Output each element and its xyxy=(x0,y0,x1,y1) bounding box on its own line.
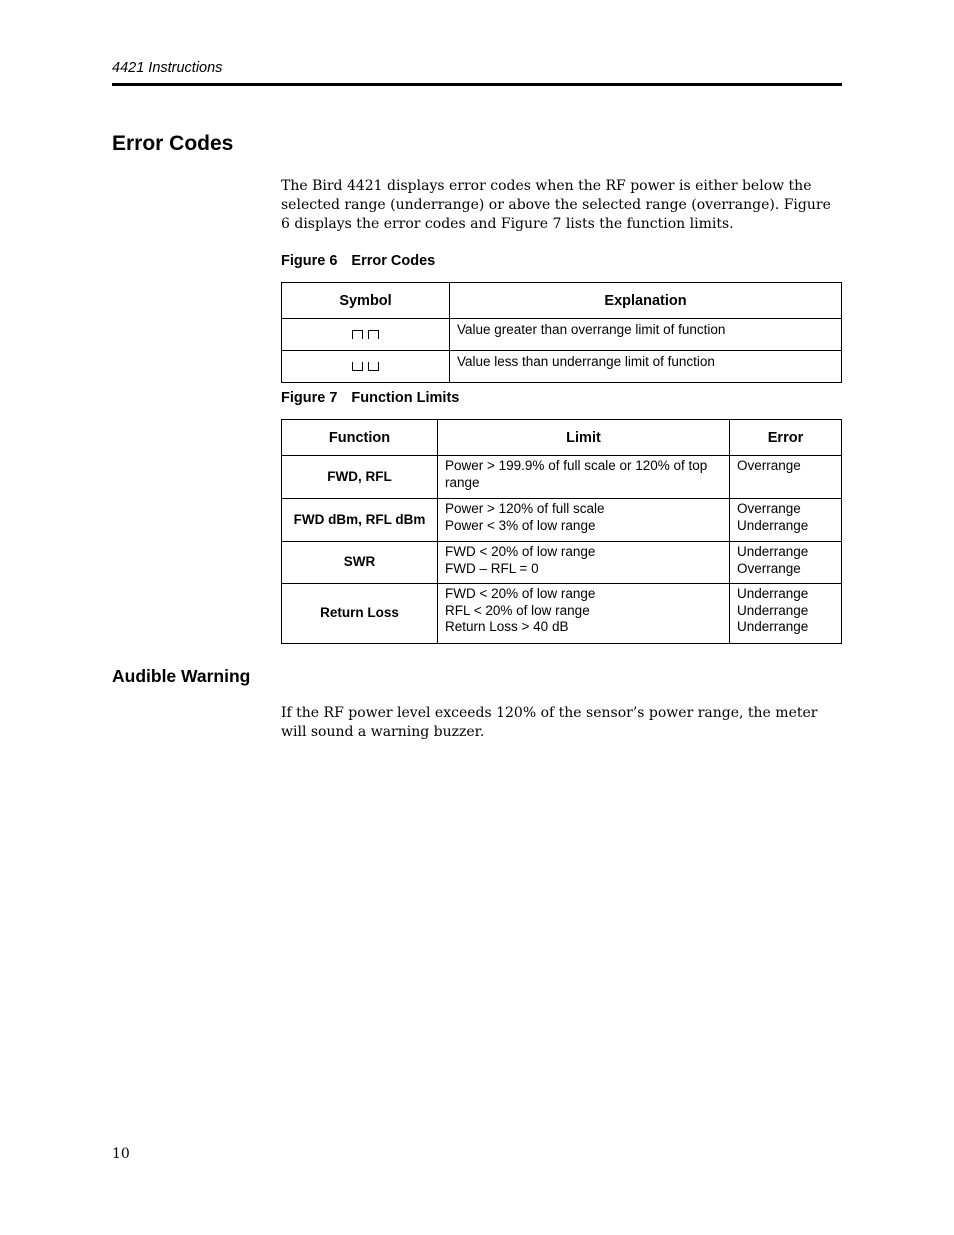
underrange-symbol-cell xyxy=(282,351,450,383)
error-line: Underrange xyxy=(737,602,809,618)
figure7-caption xyxy=(281,390,459,406)
error-line: Overrange xyxy=(737,501,801,516)
column-header: Function xyxy=(282,420,438,456)
header-rule xyxy=(112,83,842,86)
error-cell xyxy=(730,499,842,542)
explanation-cell: Value less than underrange limit of function xyxy=(450,351,842,383)
explanation-cell: Value greater than overrange limit of function xyxy=(450,319,842,351)
column-header: Limit xyxy=(438,420,730,456)
error-cell xyxy=(730,542,842,584)
overrange-symbol-cell xyxy=(282,319,450,351)
column-header: Explanation xyxy=(450,283,842,319)
function-cell: FWD dBm, RFL dBm xyxy=(282,499,438,542)
column-header: Error xyxy=(730,420,842,456)
subsection-heading: Audible Warning xyxy=(112,666,251,686)
limit-line: Power < 3% of low range xyxy=(445,517,596,533)
table-row xyxy=(282,319,842,351)
function-limits-table xyxy=(281,419,842,644)
table-header-row xyxy=(282,283,842,319)
error-cell xyxy=(730,584,842,644)
limit-line: Return Loss > 40 dB xyxy=(445,619,569,635)
table-row xyxy=(282,456,842,499)
error-line: Underrange xyxy=(737,619,809,635)
table-row xyxy=(282,542,842,584)
error-line: Underrange xyxy=(737,544,809,559)
limit-line: Power > 120% of full scale xyxy=(445,501,605,516)
limit-cell xyxy=(438,542,730,584)
function-cell: Return Loss xyxy=(282,584,438,644)
figure6-caption xyxy=(281,253,435,269)
function-cell: SWR xyxy=(282,542,438,584)
limit-line: Power > 199.9% of full scale or 120% of top range xyxy=(445,458,708,490)
limit-line: FWD < 20% of low range xyxy=(445,544,596,559)
figure7-label: Figure 7 xyxy=(281,390,338,406)
limit-line: RFL < 20% of low range xyxy=(445,602,590,618)
page-number: 10 xyxy=(112,1146,130,1162)
column-header: Symbol xyxy=(282,283,450,319)
figure6-label: Figure 6 xyxy=(281,253,338,269)
audible-warning-paragraph: If the RF power level exceeds 120% of the sensor’s power range, the meter will sound a warning buzzer. xyxy=(281,705,818,740)
limit-line: FWD – RFL = 0 xyxy=(445,560,539,576)
error-line: Overrange xyxy=(737,458,801,473)
intro-paragraph: The Bird 4421 displays error codes when the RF power is either below the selected range (underrange) or above the selected range (overrange). Figure 6 displays the error codes and Figure 7 lists the function limits. xyxy=(281,178,831,232)
figure6-title: Error Codes xyxy=(351,253,436,269)
table-header-row xyxy=(282,420,842,456)
error-line: Underrange xyxy=(737,517,809,533)
limit-cell xyxy=(438,456,730,499)
overrange-symbol-icon xyxy=(352,330,379,339)
error-codes-table xyxy=(281,282,842,383)
table-row xyxy=(282,584,842,644)
limit-line: FWD < 20% of low range xyxy=(445,586,596,601)
underrange-symbol-icon xyxy=(352,362,379,371)
table-row xyxy=(282,351,842,383)
function-cell: FWD, RFL xyxy=(282,456,438,499)
running-header: 4421 Instructions xyxy=(112,60,223,76)
limit-cell xyxy=(438,584,730,644)
error-line: Overrange xyxy=(737,560,801,576)
error-line: Underrange xyxy=(737,586,809,601)
limit-cell xyxy=(438,499,730,542)
error-cell xyxy=(730,456,842,499)
figure7-title: Function Limits xyxy=(351,390,460,406)
section-heading: Error Codes xyxy=(112,132,234,155)
table-row xyxy=(282,499,842,542)
